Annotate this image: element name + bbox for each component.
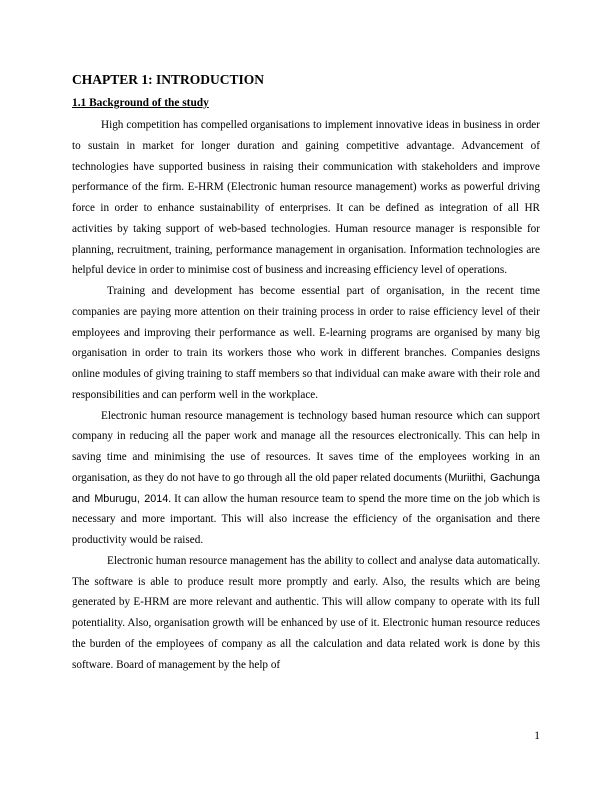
- paragraph-3: [72, 406, 540, 551]
- paragraph-1: High competition has compelled organisations to implement innovative ideas in business in order to sustain in market for longer duration and gaining competitive advantage. Advancement of technologies have supported business in raising their communication with stakeholders and improve performance of the firm. E-HRM (Electronic human resource management) works as powerful driving force in order to enhance sustainability of enterprises. It can be defined as integration of all HR activities by taking support of web-based technologies. Human resource manager is responsible for planning, recruitment, training, performance management in organisation. Information technologies are helpful device in order to minimise cost of business and increasing efficiency level of operations.: [72, 119, 540, 277]
- citation: Muriithi, Gachunga and Mburugu, 2014: [72, 471, 540, 505]
- page-number: 1: [534, 730, 540, 742]
- body-text: [72, 115, 540, 675]
- chapter-title: CHAPTER 1: INTRODUCTION: [72, 72, 265, 87]
- paragraph-3-text-before: Electronic human resource management is technology based human resource which can support company in reducing all the paper work and manage all the resources electronically. This can help in saving time and minimising the use of resources. It saves time of the employees working in an organisation, as they do not have to go through all the old paper related documents (: [72, 409, 540, 484]
- paragraph-2: Training and development has become essential part of organisation, in the recent time companies are paying more attention on their training process in order to raise efficiency level of their employees and improving their performance as well. E-learning programs are organised by many big organisation in order to train its workers those who work in different branches. Companies designs online modules of giving training to staff members so that individual can make aware with their role and responsibilities and can perform well in the workplace.: [72, 285, 540, 401]
- section-heading: 1.1 Background of the study: [72, 97, 209, 109]
- paragraph-4: Electronic human resource management has the ability to collect and analyse data automatically. The software is able to produce result more promptly and early. Also, the results which are being generated by E-HRM are more relevant and authentic. This will allow company to operate with its full potentiality. Also, organisation growth will be enhanced by use of it. Electronic human resource reduces the burden of the employees of company as all the calculation and data related work is done by this software. Board of management by the help of: [72, 554, 540, 671]
- paragraph-3-text-after: . It can allow the human resource team to spend the more time on the job which is necessary and more important. This will also increase the efficiency of the organisation and there productivity would be raised.: [72, 492, 540, 546]
